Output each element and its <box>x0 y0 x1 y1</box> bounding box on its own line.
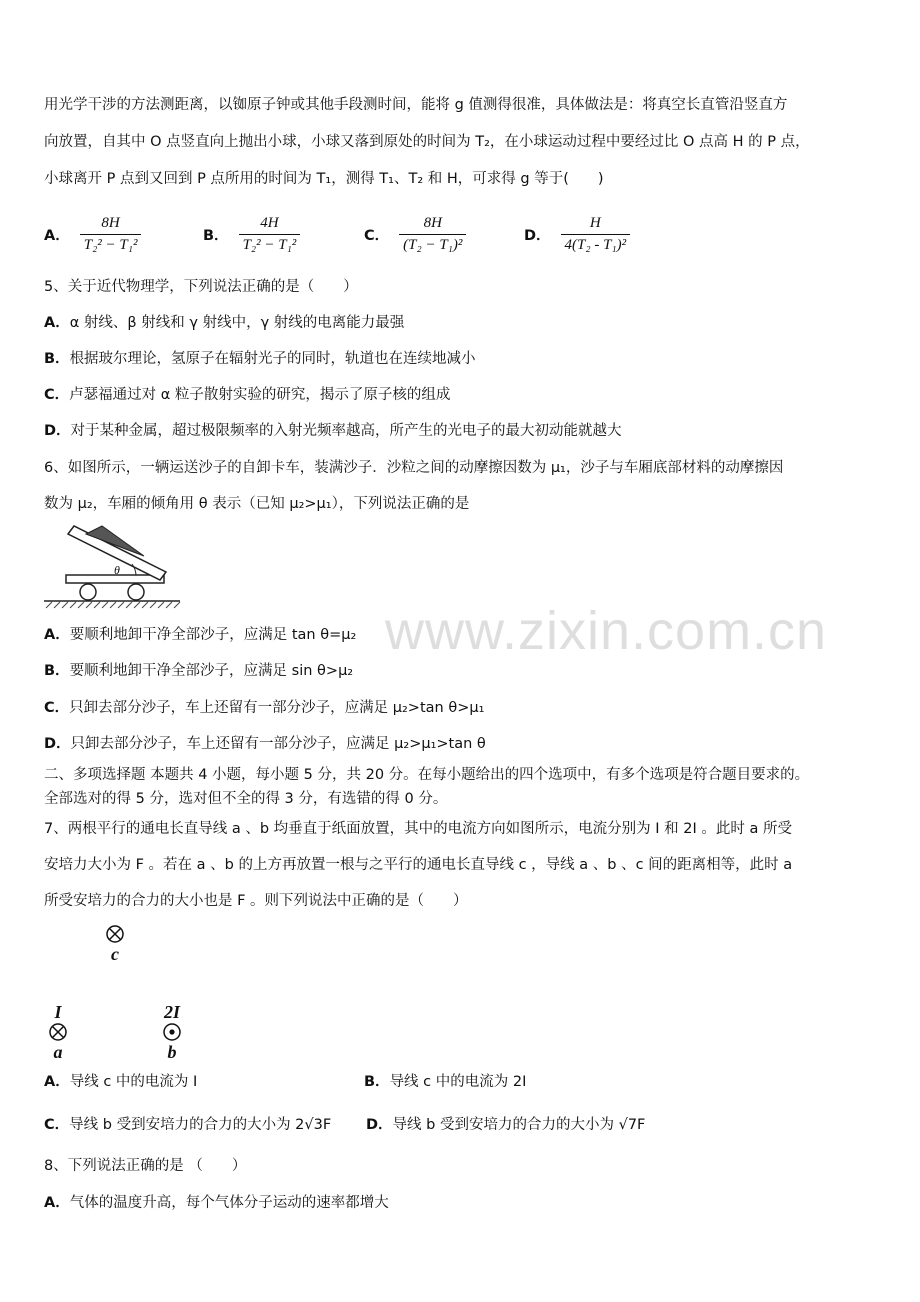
q6-option-b[interactable] <box>44 660 353 682</box>
q7-option-a[interactable] <box>44 1071 197 1093</box>
option-label: D． <box>44 736 71 752</box>
wire-c <box>102 924 128 964</box>
fraction-denominator: (T₂ − T₁)² <box>399 234 466 254</box>
q8-option-a[interactable] <box>44 1192 389 1214</box>
option-text: α 射线、β 射线和 γ 射线中，γ 射线的电离能力最强 <box>69 315 405 331</box>
fraction <box>399 215 466 254</box>
wire-c-label: c <box>111 944 119 964</box>
fraction-denominator: T₂² − T₁² <box>239 234 301 254</box>
wire-b-current-label: 2I <box>163 1002 180 1022</box>
q7-stem-line-1: 7、两根平行的通电长直导线 a 、b 均垂直于纸面放置，其中的电流方向如图所示，电流分别为 I 和 2I 。此时 a 所受 <box>44 821 792 837</box>
option-text: 导线 b 受到安培力的合力的大小为 2√3F <box>69 1117 332 1133</box>
q4-stem-line-2: 向放置，自其中 O 点竖直向上抛出小球，小球又落到原处的时间为 T₂，在小球运动过程中要经过比 O 点高 H 的 P 点， <box>44 134 810 150</box>
option-label: A． <box>44 315 70 331</box>
option-label: B． <box>44 351 70 367</box>
fraction-denominator: 4(T₂ - T₁)² <box>561 234 631 254</box>
section-2-heading-line-2: 全部选对的得 5 分，选对但不全的得 3 分，有选错的得 0 分。 <box>44 791 448 807</box>
option-label: C． <box>44 1117 70 1133</box>
current-out-of-page-icon <box>162 1022 182 1042</box>
option-text: 对于某种金属，超过极限频率的入射光频率越高，所产生的光电子的最大初动能就越大 <box>70 423 622 439</box>
watermark: www.zixin.com.cn <box>385 601 828 661</box>
option-label: A． <box>44 627 70 643</box>
wheel <box>80 584 96 600</box>
option-label: D． <box>366 1117 393 1133</box>
fraction-numerator: 8H <box>101 214 120 231</box>
q4-option-d[interactable] <box>524 206 630 262</box>
option-text: 导线 b 受到安培力的合力的大小为 √7F <box>392 1117 646 1133</box>
q6-option-d[interactable] <box>44 733 486 755</box>
q4-stem-line-1: 用光学干涉的方法测距离，以铷原子钟或其他手段测时间，能将 g 值测得很准，具体做法是：将真空长直管沿竖直方 <box>44 97 788 113</box>
q7-option-c[interactable] <box>44 1114 331 1136</box>
q4-option-a[interactable] <box>44 206 141 262</box>
fraction <box>239 215 301 254</box>
current-into-page-icon <box>105 924 125 944</box>
option-text: 气体的温度升高，每个气体分子运动的速率都增大 <box>69 1195 389 1211</box>
q6-option-c[interactable] <box>44 697 484 719</box>
option-text: 导线 c 中的电流为 I <box>69 1074 198 1090</box>
option-label: A． <box>44 227 70 244</box>
current-into-page-icon <box>48 1022 68 1042</box>
wire-a-current-label: I <box>54 1002 62 1022</box>
q6-stem-line-2: 数为 μ₂，车厢的倾角用 θ 表示（已知 μ₂>μ₁），下列说法正确的是 <box>44 496 470 512</box>
option-text: 只卸去部分沙子，车上还留有一部分沙子，应满足 μ₂>tan θ>μ₁ <box>69 700 485 716</box>
option-label: C． <box>44 387 70 403</box>
wheel <box>128 584 144 600</box>
wire-a-label: a <box>53 1042 63 1062</box>
option-label: B． <box>44 663 70 679</box>
q5-option-d[interactable] <box>44 420 622 442</box>
q7-stem-line-2: 安培力大小为 F 。若在 a 、b 的上方再放置一根与之平行的通电长直导线 c ，导线 a 、b 、c 间的距离相等，此时 a <box>44 857 793 873</box>
fraction-numerator: H <box>589 214 601 231</box>
q4-option-c[interactable] <box>364 206 466 262</box>
option-text: 根据玻尔理论，氢原子在辐射光子的同时，轨道也在连续地减小 <box>69 351 476 367</box>
wire-b <box>154 1002 190 1062</box>
option-label: B． <box>203 227 229 244</box>
option-text: 卢瑟福通过对 α 粒子散射实验的研究，揭示了原子核的组成 <box>69 387 451 403</box>
q4-option-b[interactable] <box>203 206 300 262</box>
angle-theta-label: θ <box>114 563 120 577</box>
fraction <box>80 215 142 254</box>
q6-stem-line-1: 6、如图所示，一辆运送沙子的自卸卡车，装满沙子．沙粒之间的动摩擦因数为 μ₁，沙子与车厢底部材料的动摩擦因 <box>44 460 784 476</box>
q5-option-c[interactable] <box>44 384 450 406</box>
fraction <box>561 215 631 254</box>
q5-option-a[interactable] <box>44 312 404 334</box>
fraction-numerator: 8H <box>423 214 442 231</box>
q7-option-d[interactable] <box>366 1114 645 1136</box>
dump-truck-figure <box>44 522 184 612</box>
option-label: D． <box>524 227 551 244</box>
option-label: D． <box>44 423 71 439</box>
option-label: C． <box>44 700 70 716</box>
section-2-heading-line-1: 二、多项选择题 本题共 4 小题，每小题 5 分，共 20 分。在每小题给出的四个选项中，有多个选项是符合题目要求的。 <box>44 767 810 783</box>
option-label: A． <box>44 1074 70 1090</box>
wire-b-label: b <box>167 1042 177 1062</box>
option-text: 要顺利地卸干净全部沙子，应满足 sin θ>μ₂ <box>69 663 354 679</box>
option-label: A． <box>44 1195 70 1211</box>
fraction-numerator: 4H <box>260 214 279 231</box>
q6-option-a[interactable] <box>44 624 356 646</box>
q8-stem: 8、下列说法正确的是 （ ） <box>44 1158 247 1174</box>
option-text: 要顺利地卸干净全部沙子，应满足 tan θ=μ₂ <box>69 627 357 643</box>
fraction-denominator: T₂² − T₁² <box>80 234 142 254</box>
q4-stem-line-3: 小球离开 P 点到又回到 P 点所用的时间为 T₁，测得 T₁、T₂ 和 H，可求得 g 等于( ) <box>44 171 604 187</box>
option-text: 只卸去部分沙子，车上还留有一部分沙子，应满足 μ₂>μ₁>tan θ <box>70 736 486 752</box>
q5-option-b[interactable] <box>44 348 476 370</box>
q7-option-b[interactable] <box>364 1071 526 1093</box>
option-text: 导线 c 中的电流为 2I <box>389 1074 527 1090</box>
q5-stem: 5、关于近代物理学，下列说法正确的是（ ） <box>44 279 358 295</box>
option-label: B． <box>364 1074 390 1090</box>
option-label: C． <box>364 227 390 244</box>
q7-stem-line-3: 所受安培力的合力的大小也是 F 。则下列说法中正确的是（ ） <box>44 893 468 909</box>
wire-a <box>44 1002 72 1062</box>
